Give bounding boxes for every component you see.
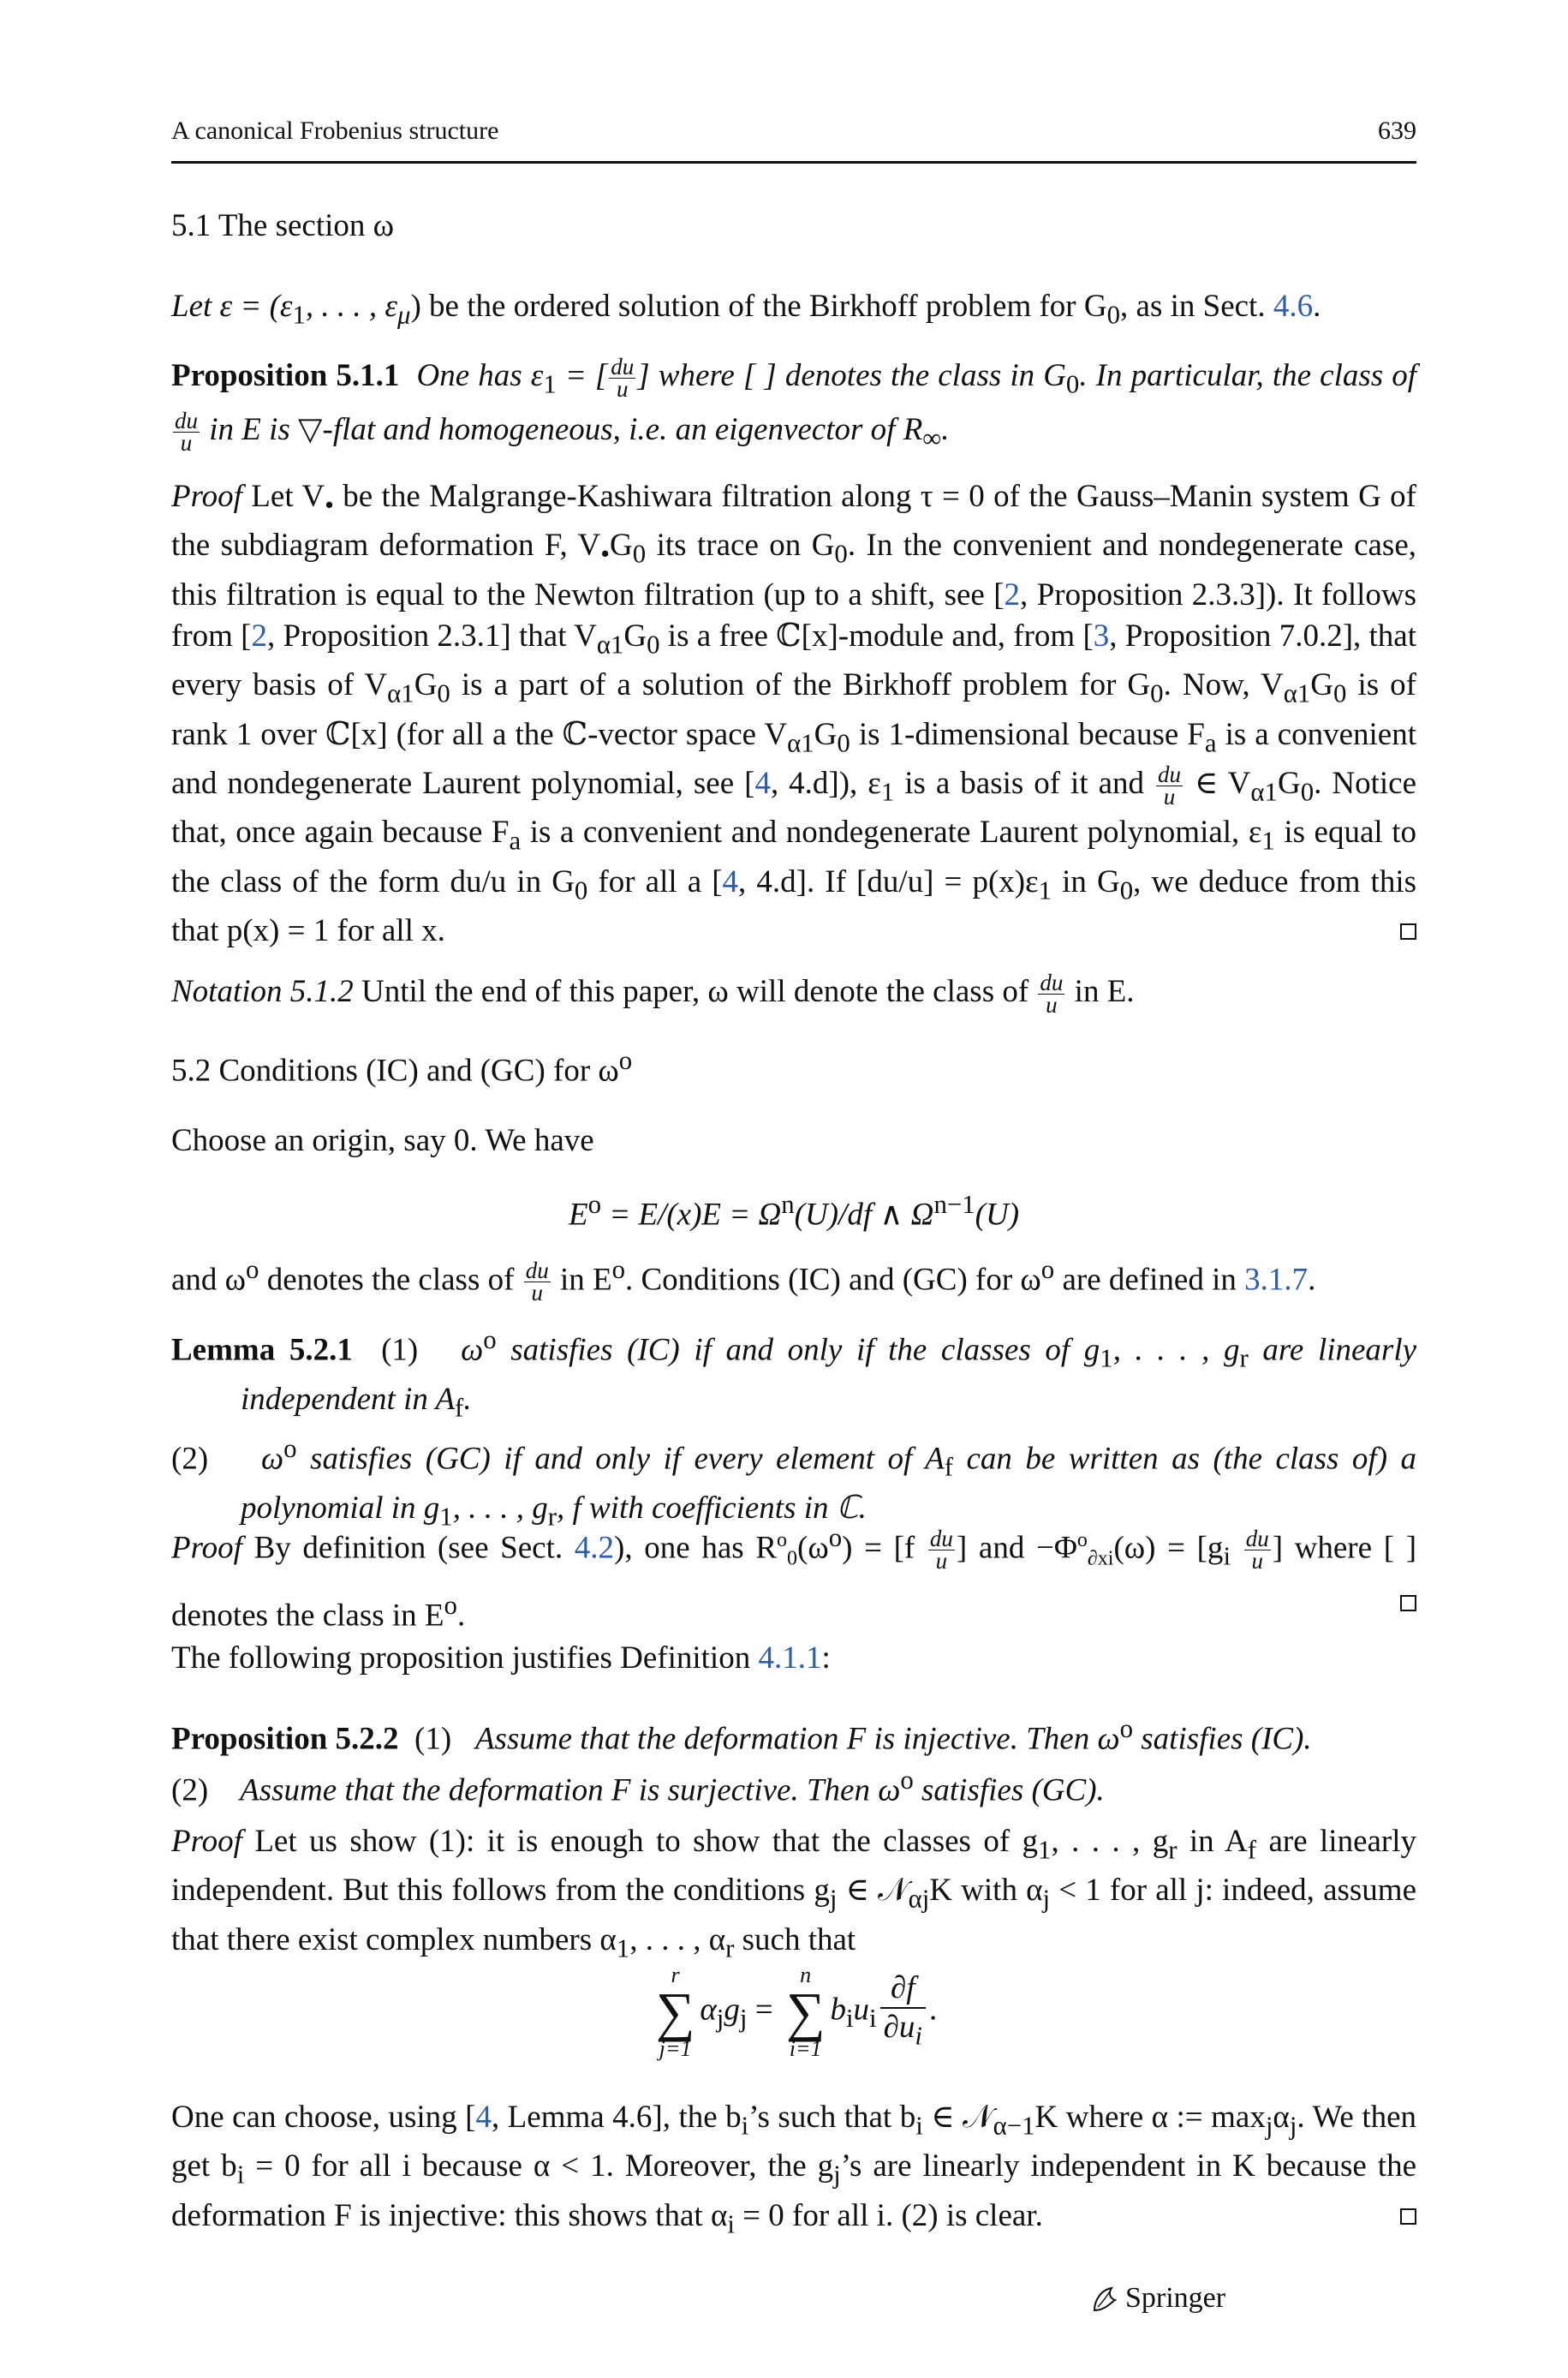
qed-square <box>1400 1595 1416 1611</box>
citation-4[interactable]: 4 <box>754 765 771 801</box>
citation-3[interactable]: 3 <box>1093 618 1110 654</box>
citation-4[interactable]: 4 <box>475 2100 492 2135</box>
publisher-footer <box>1089 2282 1432 2325</box>
fraction-du-u: $\frac{du}{u}$ <box>1158 761 1181 810</box>
notation-5-1-2: Notation 5.1.2 Until the end of this paper, ω will denote the class of $\frac{du}{u}$ in E. <box>171 970 1135 1019</box>
citation-4[interactable]: 4 <box>722 863 739 899</box>
display-equation-e-o: $E^o = E/(x)E = \Omega^n(U)/df$ ∧ $\Omega^{n-1}(U)$ <box>568 1190 1020 1233</box>
section-heading-5-2: 5.2 Conditions (IC) and (GC) for $\omega^o$ <box>171 1046 633 1089</box>
proposition-label: Proposition 5.2.2 <box>171 1721 399 1757</box>
fraction-du-u: $\frac{du}{u}$ <box>525 1258 549 1306</box>
running-header <box>171 117 1416 154</box>
proof-label: Proof <box>171 1530 242 1566</box>
display-equation-sum: r ∑ $j=1\alpha_jg_j = n$ ∑ $i=1b_iu_i$ $\frac{\partial f}{\partial u_i}$ . <box>655 1963 938 2061</box>
section-heading-5-1: 5.1 The section ω <box>171 208 395 243</box>
lemma-item-2: (2) $\omega^o$ satisfies (GC) if and only if every element of $A_f$ can be written as (the class of) a polynomial in $g_1$, . . . , $g_r$, f with coefficients in ℂ. <box>171 1434 1417 1532</box>
publisher-name: Springer <box>1125 2282 1226 2314</box>
proof-5-2-1: Proof By definition (see Sect. 4.2), one has $R^o_0(\omega^o) = [f$ $\frac{du}{u}$ ] and $-\Phi^o_{\partial xi}(\omega) = [g_i$ $\frac{du}{u}$ ] where [ ] denotes the class in $E^o$. <box>171 1523 1417 1634</box>
proposition-label: Proposition 5.1.1 <box>171 358 400 393</box>
link-4-6[interactable]: 4.6 <box>1273 289 1314 324</box>
link-4-2[interactable]: 4.2 <box>574 1530 615 1566</box>
paragraph-birkhoff: Let $\varepsilon = (\varepsilon_1$, . . . , $\varepsilon_\mu$) be the ordered solution of the Birkhoff problem for $G_0$, as in Sect. 4.6. <box>171 289 1321 330</box>
springer-logo-icon <box>1089 2282 1125 2314</box>
running-title: A canonical Frobenius structure <box>171 117 499 145</box>
fraction-df-dui: $\frac{\partial f}{\partial u_i}$ <box>880 1969 926 2054</box>
summation-j: r ∑ j=1 <box>655 1963 695 2061</box>
proof-label: Proof <box>171 1824 242 1859</box>
proposition-5-1-1: Proposition 5.1.1 One has $\varepsilon_1$ = [ $\frac{du}{u}$ ] where [ ] denotes the class in $G_0$. In particular, the class of $\frac{du}{u}$ in E is ▽-flat and homogeneous, i.e. an eigenvector of $R_\infty$. <box>171 354 1417 457</box>
notation-label: Notation 5.1.2 <box>171 974 354 1009</box>
proposition-5-2-2 <box>171 1708 1416 1812</box>
fraction-du-u: $\frac{du}{u}$ <box>1245 1526 1269 1574</box>
paragraph-justifies: The following proposition justifies Definition 4.1.1: <box>171 1640 831 1676</box>
qed-square <box>1400 923 1416 940</box>
fraction-du-u: $\frac{du}{u}$ <box>1040 970 1064 1019</box>
paragraph-choose-origin: Choose an origin, say 0. We have <box>171 1123 594 1158</box>
fraction-du-u: $\frac{du}{u}$ <box>929 1526 953 1574</box>
lemma-5-2-1 <box>171 1319 1416 1537</box>
paragraph-conditions: and $\omega^o$ denotes the class of $\frac{du}{u}$ in $E^o$. Conditions (IC) and (GC) for $\omega^o$ are defined in 3.1.7. <box>171 1255 1316 1306</box>
qed-square <box>1400 2208 1416 2225</box>
header-rule <box>171 161 1416 164</box>
proposition-item-2: (2) Assume that the deformation F is surjective. Then $\omega^o$ satisfies (GC). <box>171 1766 1105 1808</box>
citation-2[interactable]: 2 <box>251 618 268 654</box>
link-3-1-7[interactable]: 3.1.7 <box>1244 1262 1309 1298</box>
citation-2[interactable]: 2 <box>1004 577 1021 612</box>
lemma-item-1: Lemma 5.2.1 (1) $\omega^o$ satisfies (IC) if and only if the classes of $g_1$, . . . , $g_r$ are linearly independent in $A_f$. <box>171 1325 1417 1423</box>
fraction-du-u: $\frac{du}{u}$ <box>611 354 635 403</box>
proof-5-1-1: Proof Let $V_•$ be the Malgrange-Kashiwara filtration along τ = 0 of the Gauss–Manin system G of the subdiagram deformation F, $V_•G_0$ its trace on $G_0$. In the convenient and nondegenerate case, this filtration is equal to the Newton filtration (up to a shift, see [2, Proposition 2.3.3]). It follows from [2, Proposition 2.3.1] that $V_{\alpha 1}G_0$ is a free ℂ[x]-module and, from [3, Proposition 7.0.2], that every basis of $V_{\alpha 1}G_0$ is a part of a solution of the Birkhoff problem for $G_0$. Now, $V_{\alpha 1}G_0$ is of rank 1 over ℂ[x] (for all a the ℂ-vector space $V_{\alpha 1}G_0$ is 1-dimensional because $F_a$ is a convenient and nondegenerate Laurent polynomial, see [4, 4.d]), $\varepsilon_1$ is a basis of it and $\frac{du}{u}$ ∈ $V_{\alpha 1}G_0$. Notice that, once again because $F_a$ is a convenient and nondegenerate Laurent polynomial, $\varepsilon_1$ is equal to the class of the form du/u in $G_0$ for all a [4, 4.d]. If $[du/u] = p(x)\varepsilon_1$ in $G_0$, we deduce from this that p(x) = 1 for all x. <box>171 479 1417 949</box>
fraction-du-u: $\frac{du}{u}$ <box>175 408 198 457</box>
proposition-item-1: Proposition 5.2.2 (1) Assume that the deformation F is injective. Then $\omega^o$ satisfies (IC). <box>171 1714 1312 1757</box>
link-4-1-1[interactable]: 4.1.1 <box>758 1640 822 1676</box>
lemma-label: Lemma 5.2.1 <box>171 1332 353 1368</box>
summation-i: n ∑ i=1 <box>785 1963 826 2061</box>
proof-5-2-2: Proof Let us show (1): it is enough to show that the classes of $g_1$, . . . , $g_r$ in $A_f$ are linearly independent. But this follows from the conditions $g_j$ ∈ 𝒩$_{\alpha j}$K with $\alpha_j < 1$ for all j: indeed, assume that there exist complex numbers $\alpha_1$, . . . , $\alpha_r$ such that <box>171 1824 1417 1963</box>
page-number: 639 <box>1378 117 1416 145</box>
paragraph-conclusion: One can choose, using [4, Lemma 4.6], the $b_i’s$ such that $b_i$ ∈ 𝒩$_{\alpha-1}$K where α := $\max_j\alpha_j$. We then get $b_i = 0$ for all i because α < 1. Moreover, the $g_j’s$ are linearly independent in K because the deformation F is injective: this shows that $\alpha_i = 0$ for all i. (2) is clear. <box>171 2100 1417 2239</box>
proof-label: Proof <box>171 479 242 514</box>
